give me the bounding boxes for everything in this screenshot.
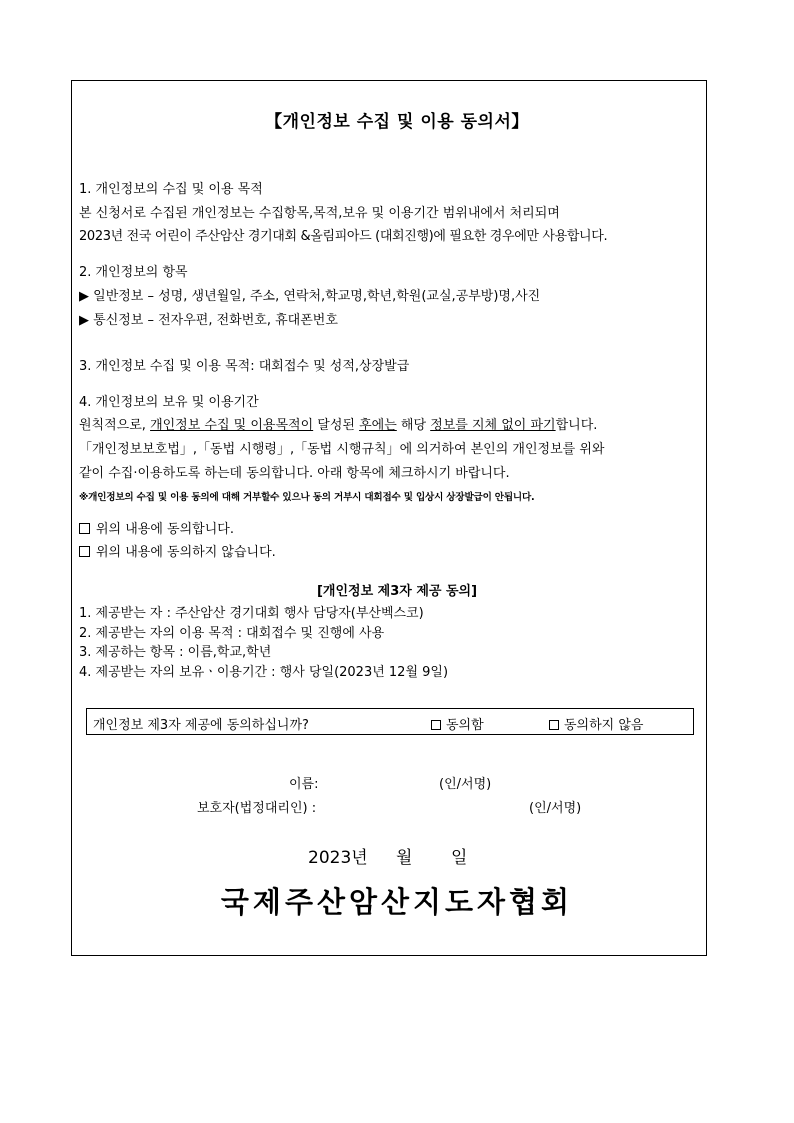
checkbox[interactable]	[79, 546, 90, 557]
third-party-disagree-option[interactable]	[549, 714, 643, 733]
retention-text: 해당	[396, 418, 431, 433]
section2-item-general: ▶ 일반정보 – 성명, 생년월일, 주소, 연락처,학교명,학년,학원(교실,공부방)명,사진	[79, 289, 541, 304]
checkbox[interactable]	[549, 720, 559, 730]
section1-line1: 본 신청서로 수집된 개인정보는 수집항목,목적,보유 및 이용기간 범위내에서 처리되며	[79, 206, 560, 221]
retention-underlined: 정보를 지체 없이 파기	[430, 418, 556, 433]
section4-line3: 같이 수집·이용하도록 하는데 동의합니다. 아래 항목에 체크하시기 바랍니다.	[79, 466, 510, 481]
refusal-notice: ※개인정보의 수집 및 이용 동의에 대해 거부할수 있으나 동의 거부시 대회접수 및 입상시 상장발급이 안됩니다.	[79, 492, 535, 503]
consent-agree-label: 위의 내용에 동의합니다.	[96, 522, 234, 537]
checkbox[interactable]	[79, 523, 90, 534]
retention-underlined: 개인정보 수집 및 이용목적이	[150, 418, 314, 433]
third-party-item: 1. 제공받는 자 : 주산암산 경기대회 행사 담당자(부산벡스코)	[79, 606, 424, 621]
section2-heading: 2. 개인정보의 항목	[79, 265, 188, 280]
consent-agree-option[interactable]	[79, 522, 234, 538]
name-seal: (인/서명)	[439, 777, 492, 792]
third-party-disagree-label: 동의하지 않음	[564, 718, 644, 733]
retention-text: 합니다.	[555, 418, 598, 433]
date-year: 2023년	[308, 848, 368, 868]
name-label: 이름:	[289, 777, 319, 792]
third-party-question: 개인정보 제3자 제공에 동의하십니까?	[93, 718, 309, 733]
consent-disagree-option[interactable]	[79, 545, 276, 561]
section4-line2: 「개인정보보호법」,「동법 시행령」,「동법 시행규칙」에 의거하여 본인의 개인정보를 위와	[79, 442, 605, 457]
date-day: 일	[451, 848, 468, 868]
organization-name: 국제주산암산지도자협회	[220, 885, 574, 919]
third-party-item: 3. 제공하는 항목 : 이름,학교,학년	[79, 645, 272, 660]
section1-heading: 1. 개인정보의 수집 및 이용 목적	[79, 182, 263, 197]
third-party-agree-option[interactable]	[431, 714, 484, 733]
guardian-label: 보호자(법정대리인) :	[197, 801, 317, 816]
consent-disagree-label: 위의 내용에 동의하지 않습니다.	[96, 545, 276, 560]
date-month: 월	[396, 848, 413, 868]
checkbox[interactable]	[431, 720, 441, 730]
section4-line1	[79, 418, 597, 434]
section3-heading: 3. 개인정보 수집 및 이용 목적: 대회접수 및 성적,상장발급	[79, 359, 410, 374]
guardian-seal: (인/서명)	[529, 801, 582, 816]
section1-line2: 2023년 전국 어린이 주산암산 경기대회 &올림피아드 (대회진행)에 필요한 경우에만 사용합니다.	[79, 229, 608, 244]
retention-text: 달성된	[313, 418, 360, 433]
third-party-heading: [개인정보 제3자 제공 동의]	[316, 584, 478, 599]
third-party-item: 2. 제공받는 자의 이용 목적 : 대회접수 및 진행에 사용	[79, 626, 385, 641]
third-party-consent-box	[86, 708, 694, 735]
retention-text: 원칙적으로,	[79, 418, 151, 433]
retention-underlined: 후에는	[359, 418, 397, 433]
section4-heading: 4. 개인정보의 보유 및 이용기간	[79, 395, 259, 410]
third-party-agree-label: 동의함	[446, 718, 484, 733]
document-title: 【개인정보 수집 및 이용 동의서】	[265, 112, 529, 132]
section2-item-communication: ▶ 통신정보 – 전자우편, 전화번호, 휴대폰번호	[79, 313, 338, 328]
third-party-item: 4. 제공받는 자의 보유ㆍ이용기간 : 행사 당일(2023년 12월 9일)	[79, 665, 449, 680]
